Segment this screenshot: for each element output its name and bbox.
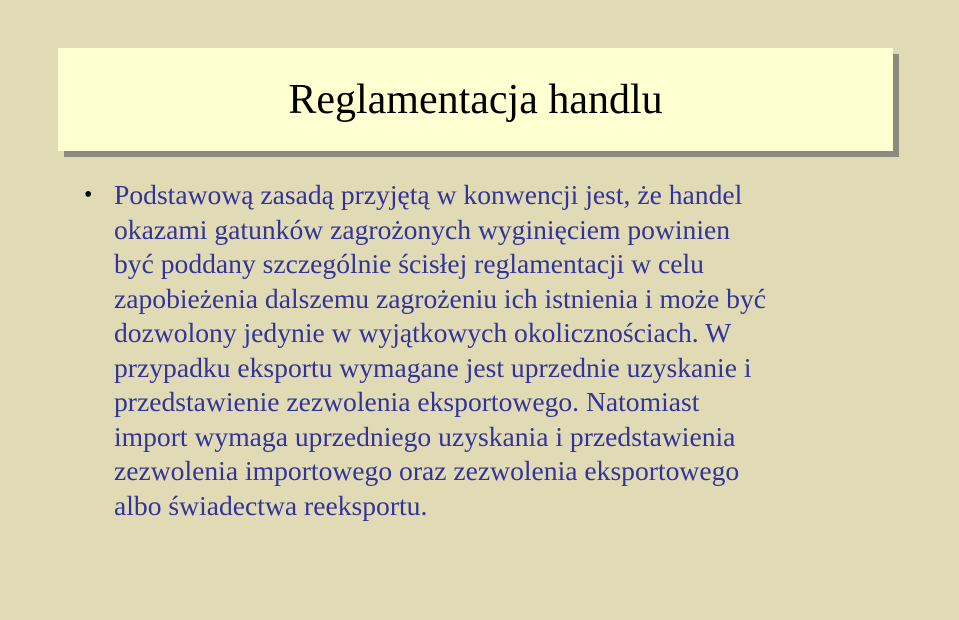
text-line: zapobieżenia dalszemu zagrożeniu ich istnienia i może być (114, 282, 766, 314)
bullet-item (84, 178, 904, 523)
text-line: być poddany szczególnie ścisłej reglamentacji w celu (114, 248, 704, 279)
title-box (58, 48, 893, 151)
text-line: zezwolenia importowego oraz zezwolenia eksportowego (114, 455, 740, 486)
slide-content (84, 178, 904, 523)
text-line: przedstawienie zezwolenia eksportowego. Natomiast (114, 386, 700, 417)
slide-title: Reglamentacja handlu (288, 76, 663, 123)
text-line: dozwolony jedynie w wyjątkowych okolicznościach. W (114, 317, 732, 348)
text-line: przypadku eksportu wymagane jest uprzednie uzyskanie i (114, 351, 752, 383)
bullet-text (114, 178, 766, 523)
bullet-icon: • (84, 182, 93, 208)
text-line: Podstawową zasadą przyjętą w konwencji jest, że handel (114, 179, 743, 210)
text-line: import wymaga uprzedniego uzyskania i przedstawienia (114, 420, 736, 452)
text-line: okazami gatunków zagrożonych wyginięciem powinien (114, 213, 731, 245)
text-line: albo świadectwa reeksportu. (114, 489, 428, 521)
